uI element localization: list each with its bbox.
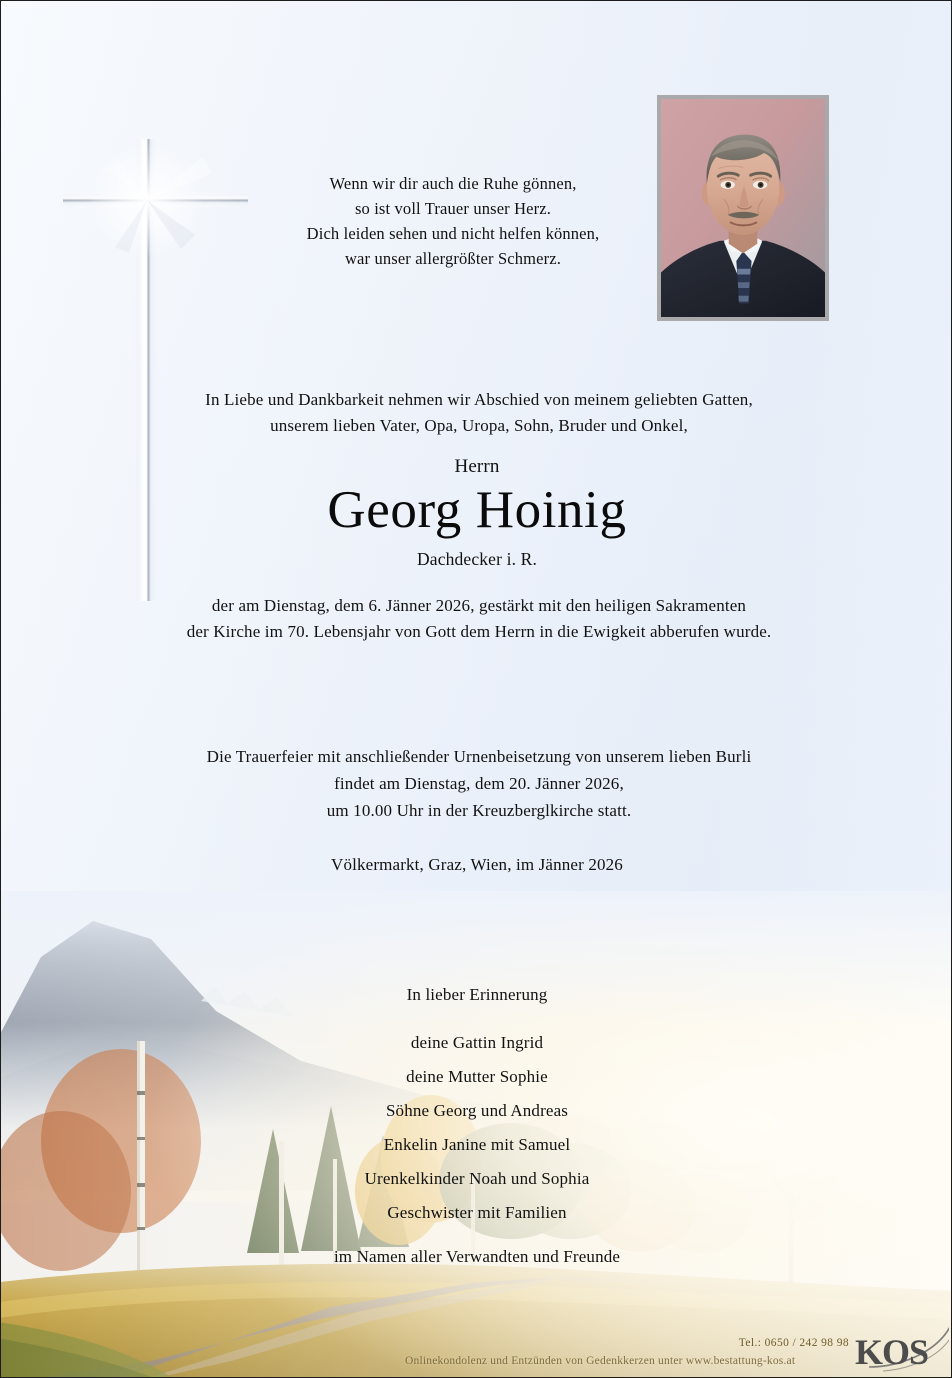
footer-bar [1,1321,952,1377]
death-line-2: der Kirche im 70. Lebensjahr von Gott dem Herrn in die Ewigkeit abberufen wurde. [186,622,772,642]
service-line-3: um 10.00 Uhr in der Kreuzberglkirche statt. [326,801,632,821]
poem-line-3: Dich leiden sehen und nicht helfen können, [306,224,600,244]
deceased-occupation: Dachdecker i. R. [417,549,537,569]
intro-line-2: unserem lieben Vater, Opa, Uropa, Sohn, Bruder und Onkel, [270,416,688,436]
places-and-date: Völkermarkt, Graz, Wien, im Jänner 2026 [331,855,623,874]
mourners-closing: im Namen aller Verwandten und Freunde [333,1247,621,1266]
service-line-1: Die Trauerfeier mit anschließender Urnenbeisetzung von unserem lieben Burli [206,747,752,766]
death-line-1: der am Dienstag, dem 6. Jänner 2026, gestärkt mit den heiligen Sakramenten [211,596,747,615]
list-item: Urenkelkinder Noah und Sophia [364,1168,590,1188]
footer-website[interactable]: Onlinekondolenz und Entzünden von Gedenkkerzen unter www.bestattung-kos.at [405,1355,796,1367]
footer-phone: Tel.: 0650 / 242 98 98 [738,1337,849,1349]
list-item: Geschwister mit Familien [387,1202,567,1222]
list-item: Enkelin Janine mit Samuel [383,1134,571,1154]
list-item: deine Gattin Ingrid [410,1032,544,1052]
poem-line-2: so ist voll Trauer unser Herz. [354,199,552,219]
list-item: deine Mutter Sophie [406,1066,548,1086]
announcement-intro [141,387,817,440]
service-line-2: findet am Dienstag, dem 20. Jänner 2026, [334,774,624,794]
kos-logo-text: KOS [855,1332,929,1372]
poem-line-1: Wenn wir dir auch die Ruhe gönnen, [329,174,577,193]
mourners-list [227,1025,727,1274]
list-item: Söhne Georg und Andreas [385,1100,569,1120]
funeral-service-details [149,743,809,825]
death-statement [129,593,829,646]
salutation: Herrn [454,456,500,477]
intro-line-1: In Liebe und Dankbarkeit nehmen wir Abschied von meinem geliebten Gatten, [205,390,753,409]
memorial-heading: In lieber Erinnerung [406,985,548,1004]
kos-logo [853,1323,949,1373]
poem-line-4: war unser allergrößter Schmerz. [344,249,561,269]
memorial-poem [197,171,709,271]
deceased-name: Georg Hoinig [327,481,627,539]
